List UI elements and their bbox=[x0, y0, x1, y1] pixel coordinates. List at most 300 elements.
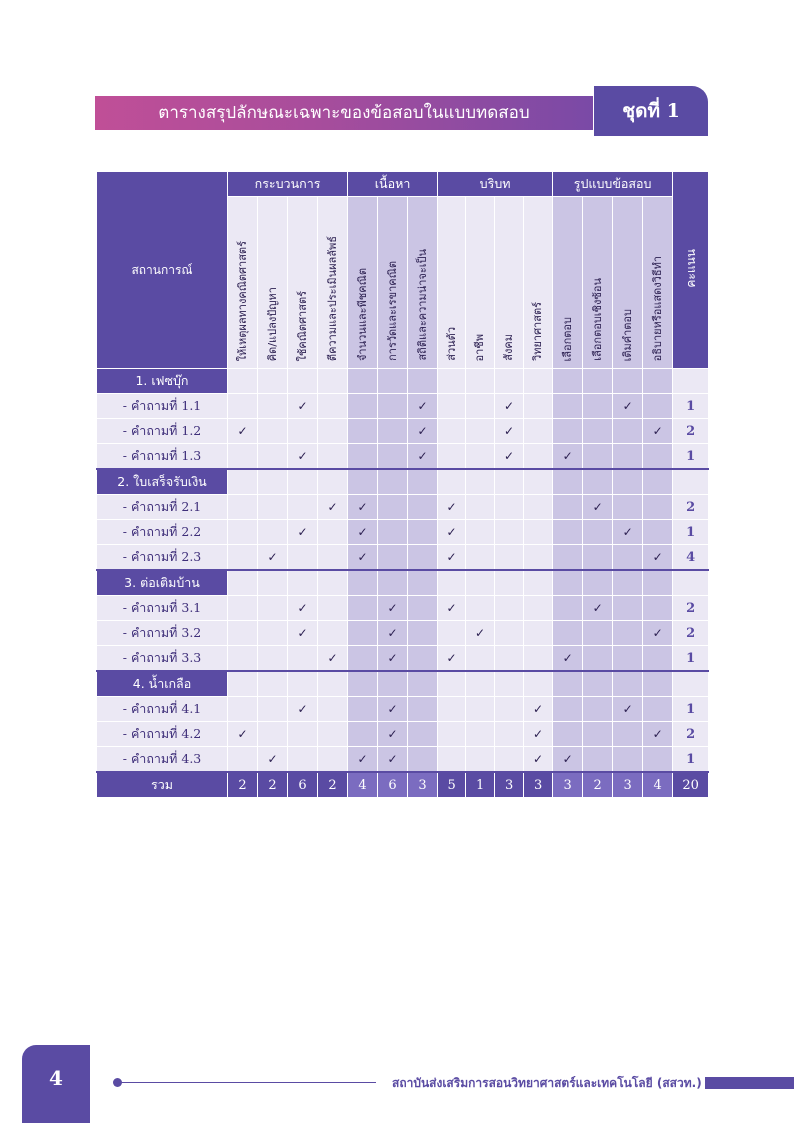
empty-cell bbox=[228, 469, 258, 495]
table-row bbox=[97, 444, 709, 470]
empty-cell bbox=[438, 722, 466, 747]
total-cell: 3 bbox=[613, 772, 643, 798]
empty-cell bbox=[348, 570, 378, 596]
check-mark: ✓ bbox=[318, 646, 348, 672]
empty-cell bbox=[583, 697, 613, 722]
empty-cell bbox=[643, 495, 673, 520]
check-mark: ✓ bbox=[378, 722, 408, 747]
empty-cell bbox=[583, 545, 613, 571]
column-header: ให้เหตุผลทางคณิตศาสตร์ bbox=[228, 197, 258, 369]
check-mark: ✓ bbox=[524, 697, 553, 722]
empty-cell bbox=[318, 469, 348, 495]
empty-cell bbox=[495, 722, 524, 747]
empty-cell bbox=[258, 671, 288, 697]
score-cell: 4 bbox=[673, 545, 709, 571]
check-mark: ✓ bbox=[643, 545, 673, 571]
empty-cell bbox=[466, 722, 495, 747]
empty-cell bbox=[228, 596, 258, 621]
group-header-process: กระบวนการ bbox=[228, 172, 348, 197]
empty-cell bbox=[524, 520, 553, 545]
check-mark: ✓ bbox=[408, 394, 438, 419]
column-header: ตีความและประเมินผลลัพธ์ bbox=[318, 197, 348, 369]
empty-cell bbox=[228, 369, 258, 394]
group-header-context: บริบท bbox=[438, 172, 553, 197]
empty-cell bbox=[318, 747, 348, 773]
empty-cell bbox=[643, 570, 673, 596]
empty-cell bbox=[348, 469, 378, 495]
empty-cell bbox=[258, 722, 288, 747]
empty-cell bbox=[643, 671, 673, 697]
check-mark: ✓ bbox=[613, 394, 643, 419]
empty-cell bbox=[258, 520, 288, 545]
empty-cell bbox=[613, 444, 643, 470]
footer-institute: สถาบันส่งเสริมการสอนวิทยาศาสตร์และเทคโนโลยี (สสวท.) bbox=[392, 1076, 702, 1090]
column-header: การวัดและเรขาคณิต bbox=[378, 197, 408, 369]
empty-cell bbox=[378, 671, 408, 697]
empty-cell bbox=[348, 369, 378, 394]
empty-cell bbox=[408, 697, 438, 722]
total-cell: 3 bbox=[495, 772, 524, 798]
question-label: - คำถามที่ 3.1 bbox=[97, 596, 228, 621]
check-mark: ✓ bbox=[495, 394, 524, 419]
empty-cell bbox=[613, 722, 643, 747]
empty-cell bbox=[318, 671, 348, 697]
empty-cell bbox=[524, 369, 553, 394]
empty-cell bbox=[495, 747, 524, 773]
table-row bbox=[97, 495, 709, 520]
empty-cell bbox=[228, 520, 258, 545]
column-header: คิด/แปลงปัญหา bbox=[258, 197, 288, 369]
column-header: อธิบายหรือแสดงวิธีทำ bbox=[643, 197, 673, 369]
empty-cell bbox=[613, 369, 643, 394]
empty-cell bbox=[466, 671, 495, 697]
empty-cell bbox=[438, 444, 466, 470]
empty-cell bbox=[258, 394, 288, 419]
total-label: รวม bbox=[97, 772, 228, 798]
empty-cell bbox=[524, 444, 553, 470]
check-mark: ✓ bbox=[553, 646, 583, 672]
question-label: - คำถามที่ 2.3 bbox=[97, 545, 228, 571]
section-title: 2. ใบเสร็จรับเงิน bbox=[97, 469, 228, 495]
empty-cell bbox=[613, 545, 643, 571]
question-label: - คำถามที่ 3.3 bbox=[97, 646, 228, 672]
empty-cell bbox=[553, 520, 583, 545]
check-mark: ✓ bbox=[438, 596, 466, 621]
empty-cell bbox=[408, 671, 438, 697]
empty-cell bbox=[348, 621, 378, 646]
empty-cell bbox=[258, 469, 288, 495]
set-label: ชุดที่ 1 bbox=[594, 86, 708, 136]
empty-cell bbox=[553, 394, 583, 419]
check-mark: ✓ bbox=[438, 520, 466, 545]
score-cell: 1 bbox=[673, 697, 709, 722]
empty-cell bbox=[318, 722, 348, 747]
empty-cell bbox=[466, 697, 495, 722]
empty-cell bbox=[378, 394, 408, 419]
check-mark: ✓ bbox=[408, 444, 438, 470]
score-header: คะแนน bbox=[673, 172, 709, 369]
empty-cell bbox=[583, 621, 613, 646]
empty-cell bbox=[643, 394, 673, 419]
empty-cell bbox=[643, 646, 673, 672]
empty-cell bbox=[228, 444, 258, 470]
table-row bbox=[97, 722, 709, 747]
empty-cell bbox=[228, 394, 258, 419]
empty-cell bbox=[438, 394, 466, 419]
check-mark: ✓ bbox=[378, 747, 408, 773]
empty-cell bbox=[524, 671, 553, 697]
check-mark: ✓ bbox=[613, 520, 643, 545]
empty-cell bbox=[613, 596, 643, 621]
check-mark: ✓ bbox=[466, 621, 495, 646]
empty-cell bbox=[228, 671, 258, 697]
empty-cell bbox=[228, 621, 258, 646]
empty-cell bbox=[258, 419, 288, 444]
empty-cell bbox=[288, 747, 318, 773]
empty-cell bbox=[318, 570, 348, 596]
empty-cell bbox=[553, 697, 583, 722]
empty-cell bbox=[288, 495, 318, 520]
check-mark: ✓ bbox=[288, 697, 318, 722]
column-header: สังคม bbox=[495, 197, 524, 369]
empty-cell bbox=[378, 469, 408, 495]
empty-cell bbox=[613, 747, 643, 773]
empty-cell bbox=[466, 747, 495, 773]
total-cell: 2 bbox=[258, 772, 288, 798]
empty-cell bbox=[466, 444, 495, 470]
empty-cell bbox=[258, 646, 288, 672]
column-header: จำนวนและพีชคณิต bbox=[348, 197, 378, 369]
empty-cell bbox=[318, 419, 348, 444]
empty-cell bbox=[258, 596, 288, 621]
empty-cell bbox=[288, 570, 318, 596]
empty-cell bbox=[613, 570, 643, 596]
empty-cell bbox=[553, 671, 583, 697]
empty-cell bbox=[643, 747, 673, 773]
total-cell: 6 bbox=[288, 772, 318, 798]
empty-cell bbox=[524, 419, 553, 444]
score-cell: 2 bbox=[673, 419, 709, 444]
score-cell bbox=[673, 469, 709, 495]
check-mark: ✓ bbox=[643, 722, 673, 747]
empty-cell bbox=[553, 419, 583, 444]
empty-cell bbox=[553, 621, 583, 646]
empty-cell bbox=[348, 394, 378, 419]
empty-cell bbox=[318, 394, 348, 419]
empty-cell bbox=[583, 369, 613, 394]
empty-cell bbox=[495, 646, 524, 672]
empty-cell bbox=[348, 596, 378, 621]
empty-cell bbox=[408, 747, 438, 773]
empty-cell bbox=[553, 570, 583, 596]
empty-cell bbox=[258, 369, 288, 394]
check-mark: ✓ bbox=[583, 596, 613, 621]
table-row bbox=[97, 520, 709, 545]
empty-cell bbox=[466, 520, 495, 545]
empty-cell bbox=[288, 545, 318, 571]
test-spec-table bbox=[96, 171, 709, 798]
empty-cell bbox=[553, 722, 583, 747]
empty-cell bbox=[583, 722, 613, 747]
score-cell bbox=[673, 671, 709, 697]
total-cell: 5 bbox=[438, 772, 466, 798]
empty-cell bbox=[643, 520, 673, 545]
check-mark: ✓ bbox=[348, 747, 378, 773]
empty-cell bbox=[553, 545, 583, 571]
empty-cell bbox=[466, 646, 495, 672]
empty-cell bbox=[643, 596, 673, 621]
empty-cell bbox=[408, 520, 438, 545]
empty-cell bbox=[583, 419, 613, 444]
footer-bar bbox=[705, 1077, 794, 1089]
empty-cell bbox=[438, 369, 466, 394]
empty-cell bbox=[318, 369, 348, 394]
empty-cell bbox=[288, 722, 318, 747]
empty-cell bbox=[466, 545, 495, 571]
check-mark: ✓ bbox=[288, 444, 318, 470]
check-mark: ✓ bbox=[408, 419, 438, 444]
column-header: เลือกตอบ bbox=[553, 197, 583, 369]
empty-cell bbox=[288, 646, 318, 672]
empty-cell bbox=[228, 495, 258, 520]
empty-cell bbox=[553, 469, 583, 495]
question-label: - คำถามที่ 1.3 bbox=[97, 444, 228, 470]
empty-cell bbox=[524, 621, 553, 646]
empty-cell bbox=[318, 444, 348, 470]
empty-cell bbox=[318, 545, 348, 571]
empty-cell bbox=[318, 697, 348, 722]
empty-cell bbox=[495, 596, 524, 621]
empty-cell bbox=[438, 469, 466, 495]
check-mark: ✓ bbox=[378, 596, 408, 621]
table-row bbox=[97, 621, 709, 646]
empty-cell bbox=[438, 419, 466, 444]
check-mark: ✓ bbox=[524, 722, 553, 747]
empty-cell bbox=[378, 419, 408, 444]
empty-cell bbox=[524, 596, 553, 621]
empty-cell bbox=[495, 671, 524, 697]
total-cell: 3 bbox=[408, 772, 438, 798]
table-row bbox=[97, 545, 709, 571]
empty-cell bbox=[613, 495, 643, 520]
check-mark: ✓ bbox=[228, 419, 258, 444]
empty-cell bbox=[348, 444, 378, 470]
check-mark: ✓ bbox=[495, 419, 524, 444]
column-header: อาชีพ bbox=[466, 197, 495, 369]
empty-cell bbox=[408, 621, 438, 646]
section-title: 1. เฟซบุ๊ก bbox=[97, 369, 228, 394]
empty-cell bbox=[466, 469, 495, 495]
check-mark: ✓ bbox=[348, 495, 378, 520]
empty-cell bbox=[524, 545, 553, 571]
group-header-format: รูปแบบข้อสอบ bbox=[553, 172, 673, 197]
score-cell bbox=[673, 369, 709, 394]
score-cell: 1 bbox=[673, 394, 709, 419]
empty-cell bbox=[643, 444, 673, 470]
check-mark: ✓ bbox=[643, 419, 673, 444]
question-label: - คำถามที่ 4.2 bbox=[97, 722, 228, 747]
score-cell bbox=[673, 570, 709, 596]
check-mark: ✓ bbox=[553, 747, 583, 773]
empty-cell bbox=[378, 545, 408, 571]
check-mark: ✓ bbox=[378, 621, 408, 646]
empty-cell bbox=[495, 495, 524, 520]
empty-cell bbox=[408, 722, 438, 747]
empty-cell bbox=[583, 444, 613, 470]
empty-cell bbox=[348, 646, 378, 672]
question-label: - คำถามที่ 4.3 bbox=[97, 747, 228, 773]
empty-cell bbox=[318, 520, 348, 545]
empty-cell bbox=[553, 495, 583, 520]
empty-cell bbox=[553, 369, 583, 394]
total-cell: 2 bbox=[583, 772, 613, 798]
footer-line bbox=[120, 1082, 376, 1083]
empty-cell bbox=[258, 495, 288, 520]
empty-cell bbox=[378, 570, 408, 596]
empty-cell bbox=[524, 495, 553, 520]
empty-cell bbox=[495, 545, 524, 571]
empty-cell bbox=[408, 596, 438, 621]
total-cell: 1 bbox=[466, 772, 495, 798]
table-row bbox=[97, 646, 709, 672]
check-mark: ✓ bbox=[583, 495, 613, 520]
check-mark: ✓ bbox=[348, 545, 378, 571]
page-title: ตารางสรุปลักษณะเฉพาะของข้อสอบในแบบทดสอบ bbox=[95, 96, 593, 130]
column-header: เลือกตอบเชิงซ้อน bbox=[583, 197, 613, 369]
empty-cell bbox=[583, 570, 613, 596]
question-label: - คำถามที่ 2.2 bbox=[97, 520, 228, 545]
empty-cell bbox=[258, 621, 288, 646]
empty-cell bbox=[495, 697, 524, 722]
empty-cell bbox=[438, 621, 466, 646]
check-mark: ✓ bbox=[318, 495, 348, 520]
empty-cell bbox=[583, 671, 613, 697]
score-cell: 1 bbox=[673, 646, 709, 672]
empty-cell bbox=[258, 697, 288, 722]
empty-cell bbox=[613, 671, 643, 697]
empty-cell bbox=[495, 621, 524, 646]
empty-cell bbox=[378, 495, 408, 520]
empty-cell bbox=[408, 570, 438, 596]
check-mark: ✓ bbox=[288, 520, 318, 545]
empty-cell bbox=[553, 596, 583, 621]
empty-cell bbox=[228, 646, 258, 672]
empty-cell bbox=[524, 646, 553, 672]
empty-cell bbox=[466, 369, 495, 394]
empty-cell bbox=[438, 697, 466, 722]
total-cell: 3 bbox=[553, 772, 583, 798]
empty-cell bbox=[495, 369, 524, 394]
empty-cell bbox=[524, 394, 553, 419]
column-header: วิทยาศาสตร์ bbox=[524, 197, 553, 369]
empty-cell bbox=[495, 570, 524, 596]
question-label: - คำถามที่ 1.1 bbox=[97, 394, 228, 419]
empty-cell bbox=[228, 545, 258, 571]
check-mark: ✓ bbox=[438, 495, 466, 520]
check-mark: ✓ bbox=[378, 697, 408, 722]
check-mark: ✓ bbox=[258, 747, 288, 773]
empty-cell bbox=[318, 596, 348, 621]
empty-cell bbox=[378, 369, 408, 394]
section-title: 4. น้ำเกลือ bbox=[97, 671, 228, 697]
empty-cell bbox=[378, 444, 408, 470]
check-mark: ✓ bbox=[288, 394, 318, 419]
score-cell: 1 bbox=[673, 444, 709, 470]
empty-cell bbox=[288, 419, 318, 444]
check-mark: ✓ bbox=[438, 646, 466, 672]
empty-cell bbox=[524, 570, 553, 596]
empty-cell bbox=[288, 671, 318, 697]
empty-cell bbox=[495, 520, 524, 545]
empty-cell bbox=[524, 469, 553, 495]
check-mark: ✓ bbox=[643, 621, 673, 646]
empty-cell bbox=[466, 394, 495, 419]
empty-cell bbox=[408, 469, 438, 495]
total-cell: 2 bbox=[318, 772, 348, 798]
column-header: เติมคำตอบ bbox=[613, 197, 643, 369]
empty-cell bbox=[378, 520, 408, 545]
table-row bbox=[97, 419, 709, 444]
empty-cell bbox=[288, 469, 318, 495]
empty-cell bbox=[228, 697, 258, 722]
empty-cell bbox=[318, 621, 348, 646]
check-mark: ✓ bbox=[288, 621, 318, 646]
table-row bbox=[97, 747, 709, 773]
empty-cell bbox=[613, 621, 643, 646]
check-mark: ✓ bbox=[613, 697, 643, 722]
column-header: ใช้คณิตศาสตร์ bbox=[288, 197, 318, 369]
empty-cell bbox=[466, 419, 495, 444]
page-number: 4 bbox=[22, 1045, 90, 1123]
total-cell: 4 bbox=[348, 772, 378, 798]
check-mark: ✓ bbox=[228, 722, 258, 747]
empty-cell bbox=[583, 520, 613, 545]
table-row bbox=[97, 697, 709, 722]
check-mark: ✓ bbox=[438, 545, 466, 571]
score-cell: 2 bbox=[673, 621, 709, 646]
empty-cell bbox=[495, 469, 524, 495]
empty-cell bbox=[438, 747, 466, 773]
empty-cell bbox=[408, 646, 438, 672]
empty-cell bbox=[583, 469, 613, 495]
empty-cell bbox=[258, 570, 288, 596]
empty-cell bbox=[438, 671, 466, 697]
section-title: 3. ต่อเติมบ้าน bbox=[97, 570, 228, 596]
empty-cell bbox=[258, 444, 288, 470]
total-cell: 2 bbox=[228, 772, 258, 798]
table-row bbox=[97, 394, 709, 419]
check-mark: ✓ bbox=[258, 545, 288, 571]
check-mark: ✓ bbox=[553, 444, 583, 470]
situation-header: สถานการณ์ bbox=[97, 172, 228, 369]
empty-cell bbox=[643, 369, 673, 394]
total-cell: 6 bbox=[378, 772, 408, 798]
score-cell: 2 bbox=[673, 722, 709, 747]
empty-cell bbox=[288, 369, 318, 394]
score-cell: 1 bbox=[673, 520, 709, 545]
empty-cell bbox=[228, 747, 258, 773]
empty-cell bbox=[466, 495, 495, 520]
empty-cell bbox=[438, 570, 466, 596]
question-label: - คำถามที่ 4.1 bbox=[97, 697, 228, 722]
empty-cell bbox=[348, 722, 378, 747]
total-cell: 3 bbox=[524, 772, 553, 798]
question-label: - คำถามที่ 2.1 bbox=[97, 495, 228, 520]
score-cell: 2 bbox=[673, 495, 709, 520]
table-row bbox=[97, 596, 709, 621]
empty-cell bbox=[466, 596, 495, 621]
empty-cell bbox=[583, 747, 613, 773]
